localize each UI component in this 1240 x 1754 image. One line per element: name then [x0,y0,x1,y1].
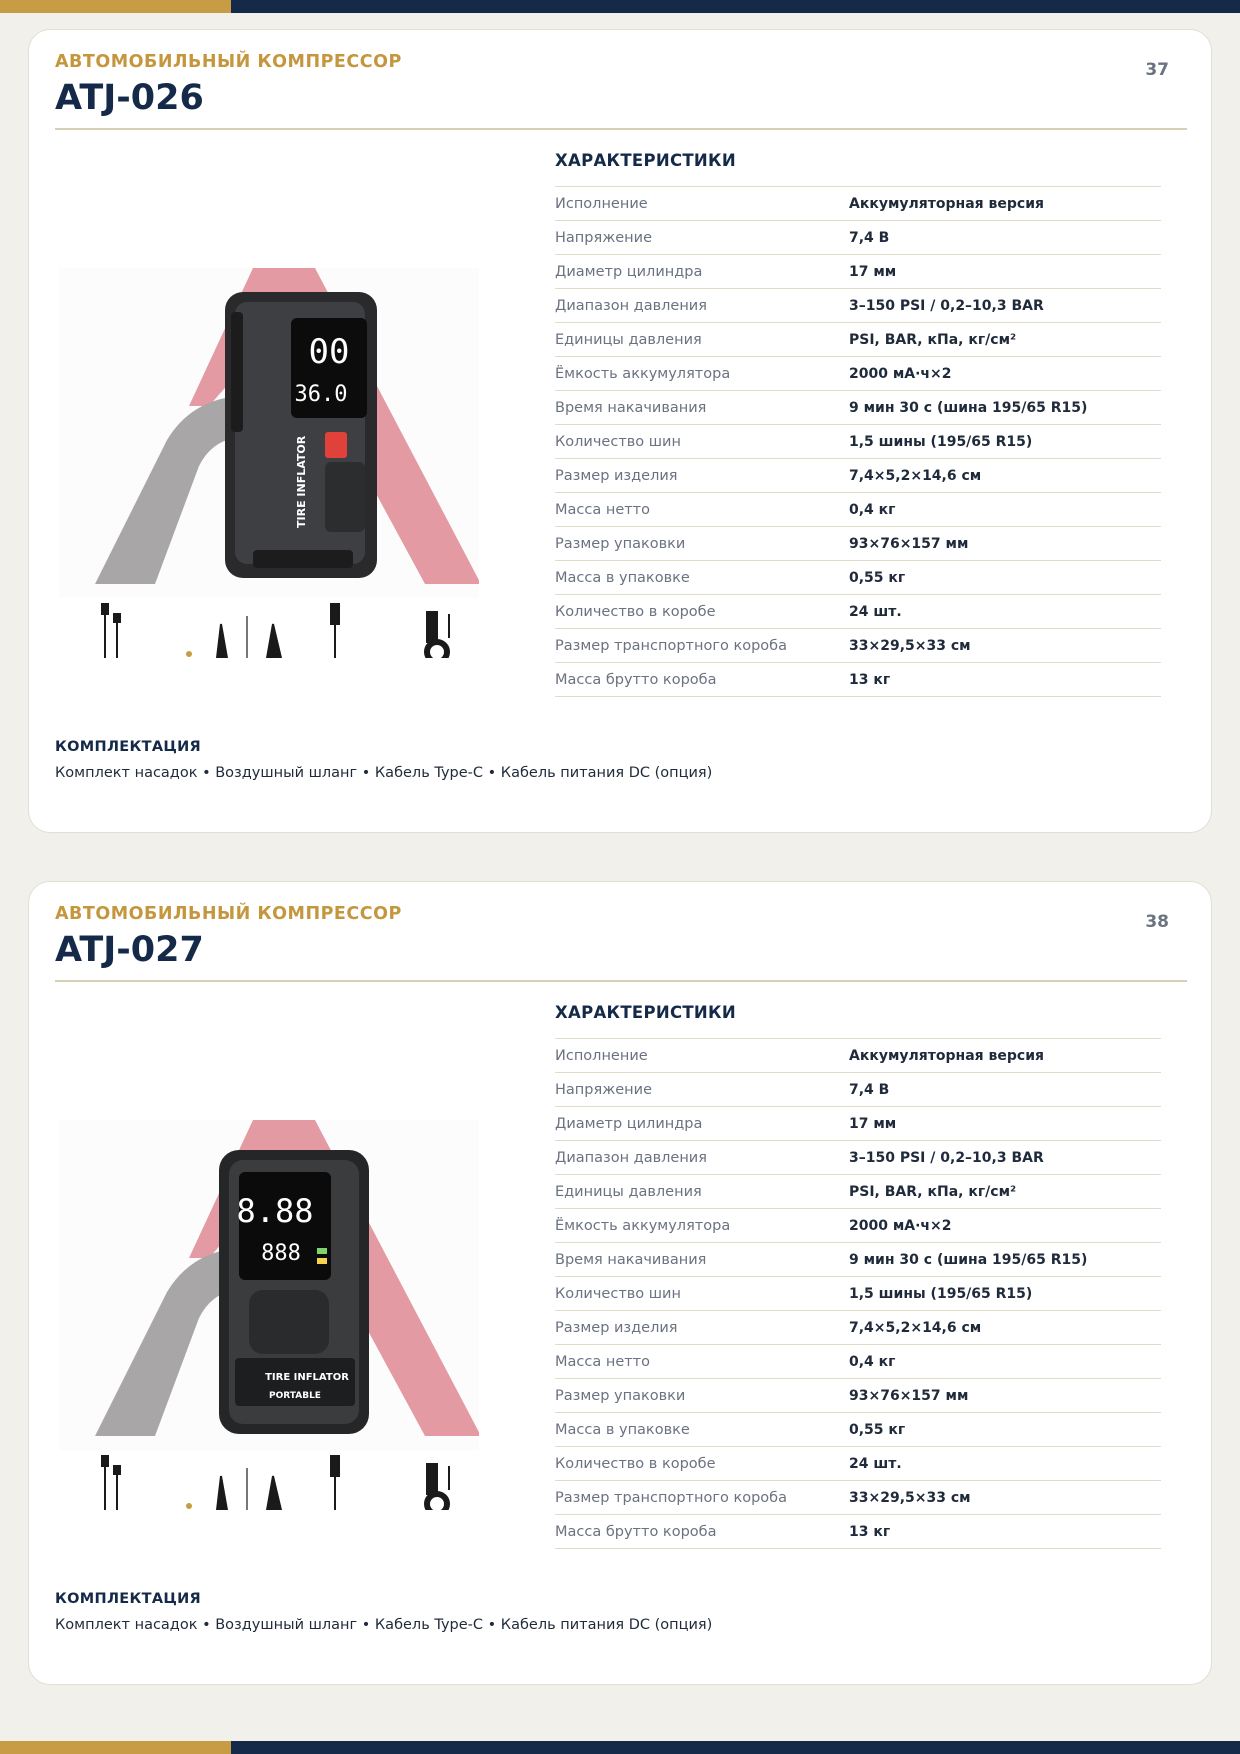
specs-title: ХАРАКТЕРИСТИКИ [555,1003,736,1022]
top-accent-gold [0,0,231,13]
spec-row [555,1141,1161,1175]
product-category: АВТОМОБИЛЬНЫЙ КОМПРЕССОР [55,52,402,72]
spec-value: Аккумуляторная версия [849,1039,1161,1073]
spec-value: 24 шт. [849,595,1161,629]
top-accent-bar [0,0,1240,13]
spec-label: Масса нетто [555,493,849,527]
spec-value: 3–150 PSI / 0,2–10,3 BAR [849,1141,1161,1175]
spec-label: Единицы давления [555,323,849,357]
specs-table [555,186,1161,697]
spec-label: Напряжение [555,1073,849,1107]
spec-label: Диаметр цилиндра [555,1107,849,1141]
spec-row [555,459,1161,493]
spec-row [555,1039,1161,1073]
spec-row [555,1345,1161,1379]
spec-row [555,561,1161,595]
spec-row [555,1243,1161,1277]
product-model: ATJ-027 [55,930,204,970]
spec-value: 0,4 кг [849,493,1161,527]
spec-row [555,527,1161,561]
device-label: TIRE INFLATOR [265,1372,349,1383]
display-value-main: 00 [308,332,350,372]
spec-value: 9 мин 30 с (шина 195/65 R15) [849,1243,1161,1277]
spec-value: PSI, BAR, кПа, кг/см² [849,323,1161,357]
spec-value: 33×29,5×33 см [849,1481,1161,1515]
spec-value: 0,4 кг [849,1345,1161,1379]
spec-label: Размер изделия [555,1311,849,1345]
header-divider [55,128,1187,130]
spec-value: 93×76×157 мм [849,1379,1161,1413]
kit-title: КОМПЛЕКТАЦИЯ [55,739,202,755]
spec-label: Количество шин [555,1277,849,1311]
spec-row [555,1209,1161,1243]
spec-label: Диаметр цилиндра [555,255,849,289]
spec-label: Масса в упаковке [555,1413,849,1447]
display-value-main: 8.88 [236,1192,314,1230]
specs-table [555,1038,1161,1549]
spec-label: Единицы давления [555,1175,849,1209]
page-number: 37 [1145,60,1169,80]
spec-row [555,187,1161,221]
spec-label: Ёмкость аккумулятора [555,357,849,391]
spec-value: 33×29,5×33 см [849,629,1161,663]
product-photo [59,238,479,658]
bottom-accent-bar [0,1741,1240,1754]
spec-value: 7,4 В [849,1073,1161,1107]
spec-row [555,1481,1161,1515]
red-button [325,432,347,458]
kit-title: КОМПЛЕКТАЦИЯ [55,1591,202,1607]
specs-section [555,1002,1161,1549]
spec-row [555,357,1161,391]
spec-label: Масса брутто короба [555,663,849,697]
spec-value: 13 кг [849,1515,1161,1549]
spec-row [555,1175,1161,1209]
spec-value: 7,4×5,2×14,6 см [849,459,1161,493]
spec-row [555,663,1161,697]
spec-value: 3–150 PSI / 0,2–10,3 BAR [849,289,1161,323]
spec-label: Ёмкость аккумулятора [555,1209,849,1243]
spec-label: Количество шин [555,425,849,459]
product-card [28,29,1212,833]
spec-label: Размер транспортного короба [555,1481,849,1515]
spec-value: 0,55 кг [849,1413,1161,1447]
spec-value: 2000 мА·ч×2 [849,357,1161,391]
spec-row [555,1107,1161,1141]
spec-row [555,1413,1161,1447]
spec-value: 1,5 шины (195/65 R15) [849,425,1161,459]
spec-row [555,595,1161,629]
spec-value: 13 кг [849,663,1161,697]
spec-row [555,425,1161,459]
spec-label: Масса в упаковке [555,561,849,595]
spec-row [555,255,1161,289]
spec-label: Исполнение [555,187,849,221]
spec-value: 1,5 шины (195/65 R15) [849,1277,1161,1311]
spec-row [555,391,1161,425]
display-value-secondary: 888 [261,1241,301,1266]
spec-value: PSI, BAR, кПа, кг/см² [849,1175,1161,1209]
spec-row [555,289,1161,323]
spec-label: Диапазон давления [555,1141,849,1175]
specs-title: ХАРАКТЕРИСТИКИ [555,151,736,170]
spec-value: 7,4×5,2×14,6 см [849,1311,1161,1345]
spec-label: Размер изделия [555,459,849,493]
device-label: TIRE INFLATOR [295,435,308,528]
spec-row [555,323,1161,357]
spec-label: Размер упаковки [555,1379,849,1413]
spec-value: 0,55 кг [849,561,1161,595]
spec-value: 93×76×157 мм [849,527,1161,561]
bottom-accent-gold [0,1741,231,1754]
device-label-secondary: PORTABLE [269,1391,321,1401]
product-card [28,881,1212,1685]
spec-row [555,493,1161,527]
spec-row [555,629,1161,663]
display-value-secondary: 36.0 [294,382,348,407]
spec-row [555,221,1161,255]
spec-row [555,1073,1161,1107]
spec-label: Напряжение [555,221,849,255]
spec-row [555,1515,1161,1549]
product-category: АВТОМОБИЛЬНЫЙ КОМПРЕССОР [55,904,402,924]
spec-value: 17 мм [849,255,1161,289]
spec-label: Масса брутто короба [555,1515,849,1549]
kit-items: Комплект насадок • Воздушный шланг • Кабель Type-C • Кабель питания DC (опция) [55,765,713,781]
spec-row [555,1447,1161,1481]
spec-row [555,1379,1161,1413]
page-number: 38 [1145,912,1169,932]
spec-label: Количество в коробе [555,595,849,629]
header-divider [55,980,1187,982]
spec-value: 17 мм [849,1107,1161,1141]
specs-section [555,150,1161,697]
spec-label: Диапазон давления [555,289,849,323]
spec-label: Размер транспортного короба [555,629,849,663]
spec-value: 24 шт. [849,1447,1161,1481]
spec-value: 9 мин 30 с (шина 195/65 R15) [849,391,1161,425]
spec-value: 7,4 В [849,221,1161,255]
spec-row [555,1277,1161,1311]
kit-items: Комплект насадок • Воздушный шланг • Кабель Type-C • Кабель питания DC (опция) [55,1617,713,1633]
spec-label: Время накачивания [555,1243,849,1277]
spec-value: Аккумуляторная версия [849,187,1161,221]
spec-label: Масса нетто [555,1345,849,1379]
spec-label: Исполнение [555,1039,849,1073]
spec-label: Количество в коробе [555,1447,849,1481]
product-model: ATJ-026 [55,78,204,118]
bottom-accent-navy [231,1741,1240,1754]
product-photo [59,1090,479,1510]
spec-label: Размер упаковки [555,527,849,561]
top-accent-navy [231,0,1240,13]
spec-label: Время накачивания [555,391,849,425]
spec-value: 2000 мА·ч×2 [849,1209,1161,1243]
spec-row [555,1311,1161,1345]
